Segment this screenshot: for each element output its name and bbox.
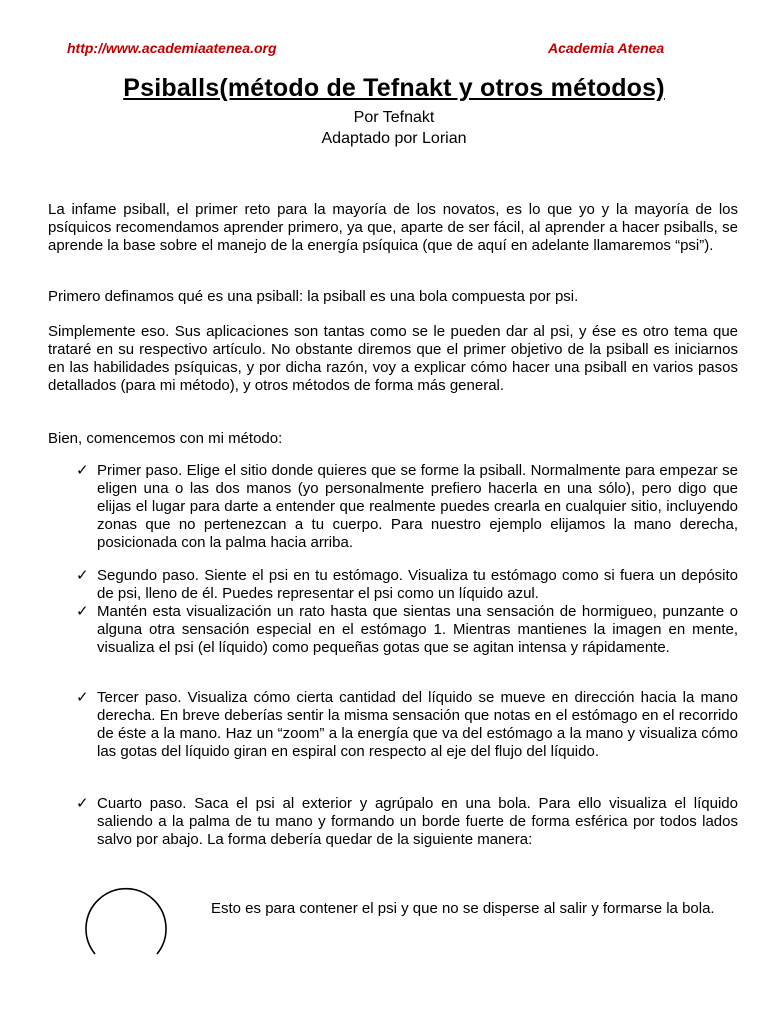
definition-paragraph: Primero definamos qué es una psiball: la psiball es una bola compuesta por psi. <box>48 288 579 305</box>
checkmark-icon: ✓ <box>76 795 89 812</box>
step-text: Primer paso. Elige el sitio donde quieres que se forme la psiball. Normalmente para empezar se eligen una o las dos manos (yo personalmente prefiero hacerla en una sólo), pero digo que elijas el lugar para darte a entender que realmente puedes crearla en cualquier sitio, incluyendo zonas que no pertenezcan a tu cuerpo. Para nuestro ejemplo elijamos la mano derecha, posicionada con la palma hacia arriba. <box>97 462 738 551</box>
step-list-item <box>76 462 738 552</box>
checkmark-icon: ✓ <box>76 689 89 706</box>
applications-paragraph: Simplemente eso. Sus aplicaciones son tantas como se le pueden dar al psi, y ése es otro tema que trataré en su respectivo artículo. No obstante diremos que el primer objetivo de la psiball es iniciarnos en las habilidades psíquicas, y por dicha razón, voy a explicar cómo hacer una psiball en varios pasos detallados (para mi método), y otros métodos de forma más general. <box>48 323 738 394</box>
step-list-item <box>76 689 738 761</box>
step-text: Tercer paso. Visualiza cómo cierta cantidad del líquido se mueve en dirección hacia la mano derecha. En breve deberías sentir la misma sensación que notas en el estómago en el recorrido de éste a la mano. Haz un “zoom” a la energía que va del estómago a la mano y visualiza cómo las gotas del líquido giran en espiral con respecto al eje del flujo del líquido. <box>97 689 738 760</box>
author-byline: Por Tefnakt <box>353 109 435 126</box>
document-title: Psiballs(método de Tefnakt y otros métodos) <box>123 74 665 102</box>
step-text: Mantén esta visualización un rato hasta que sientas una sensación de hormigueo, punzante o alguna otra sensación especial en el estómago 1. Mientras mantienes la imagen en mente, visualiza el psi (el líquido) como pequeñas gotas que se agitan intensa y rápidamente. <box>97 603 738 656</box>
checkmark-icon: ✓ <box>76 603 89 620</box>
open-circle-arc <box>86 889 166 954</box>
step-list-item <box>76 795 738 849</box>
intro-paragraph: La infame psiball, el primer reto para la mayoría de los novatos, es lo que yo y la mayoría de los psíquicos recomendamos aprender primero, ya que, aparte de ser fácil, al aprender a hacer psiballs, se aprende la base sobre el manejo de la energía psíquica (que de aquí en adelante llamaremos “psi”). <box>48 201 738 254</box>
header-site-name: Academia Atenea <box>548 40 665 56</box>
method-intro-paragraph: Bien, comencemos con mi método: <box>48 430 283 447</box>
step-list-item <box>76 567 738 603</box>
header-url[interactable]: http://www.academiaatenea.org <box>67 40 277 56</box>
step-text: Cuarto paso. Saca el psi al exterior y agrúpalo en una bola. Para ello visualiza el líquido saliendo a la palma de tu mano y formando un borde fuerte de forma esférica por todos lados salvo por abajo. La forma debería quedar de la siguiente manera: <box>97 795 738 848</box>
checkmark-icon: ✓ <box>76 462 89 479</box>
checkmark-icon: ✓ <box>76 567 89 584</box>
open-circle-figure <box>62 858 200 978</box>
figure-caption: Esto es para contener el psi y que no se disperse al salir y formarse la bola. <box>211 900 715 917</box>
step-list-item <box>76 603 738 657</box>
step-text: Segundo paso. Siente el psi en tu estómago. Visualiza tu estómago como si fuera un depósito de psi, lleno de él. Puedes representar el psi como un líquido azul. <box>97 567 738 602</box>
adapted-byline: Adaptado por Lorian <box>321 130 467 147</box>
